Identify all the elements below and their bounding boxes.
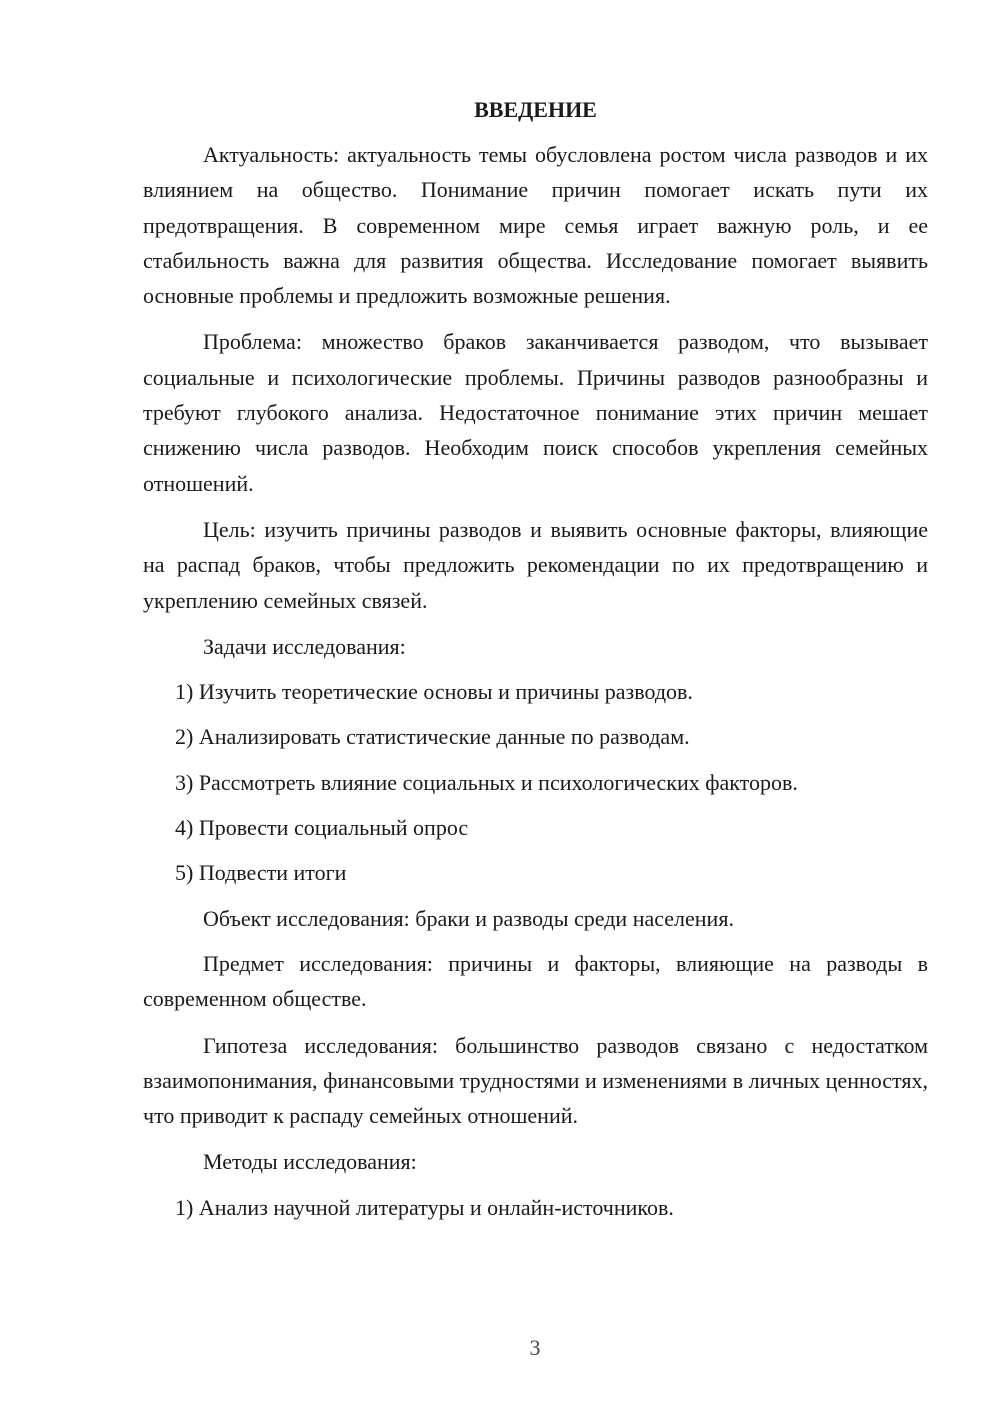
tasks-heading: Задачи исследования:	[203, 633, 406, 659]
task-item-4: 4) Провести социальный опрос	[175, 815, 469, 841]
method-item-1: 1) Анализ научной литературы и онлайн-источников.	[175, 1194, 674, 1220]
hypothesis-paragraph: Гипотеза исследования: большинство разводов связано с недостатком взаимопонимания, финансовыми трудностями и изменениями в личных ценностях, что приводит к распаду семейных отношений.	[143, 1032, 928, 1129]
task-item-5: 5) Подвести итоги	[175, 860, 347, 886]
methods-heading: Методы исследования:	[203, 1149, 417, 1175]
problem-paragraph: Проблема: множество браков заканчивается разводом, что вызывает социальные и психологические проблемы. Причины разводов разнообразны и требуют глубокого анализа. Недостаточное понимание этих причин мешает снижению числа разводов. Необходим поиск способов укрепления семейных отношений.	[143, 329, 928, 496]
relevance-paragraph: Актуальность: актуальность темы обусловлена ростом числа разводов и их влиянием на общество. Понимание причин помогает искать пути их предотвращения. В современном мире семья играет важную роль, и ее стабильность важна для развития общества. Исследование помогает выявить основные проблемы и предложить возможные решения.	[143, 142, 928, 309]
task-item-3: 3) Рассмотреть влияние социальных и психологических факторов.	[175, 769, 798, 795]
page-content	[143, 95, 928, 1235]
page-title: ВВЕДЕНИЕ	[474, 97, 597, 122]
task-item-2: 2) Анализировать статистические данные по разводам.	[175, 724, 690, 750]
page-number: 3	[529, 1335, 541, 1360]
goal-paragraph: Цель: изучить причины разводов и выявить основные факторы, влияющие на распад браков, чтобы предложить рекомендации по их предотвращению и укреплению семейных связей.	[143, 516, 928, 613]
object-paragraph: Объект исследования: браки и разводы среди населения.	[203, 905, 734, 931]
task-item-1: 1) Изучить теоретические основы и причины разводов.	[175, 679, 693, 705]
subject-paragraph: Предмет исследования: причины и факторы, влияющие на разводы в современном обществе.	[143, 950, 928, 1012]
